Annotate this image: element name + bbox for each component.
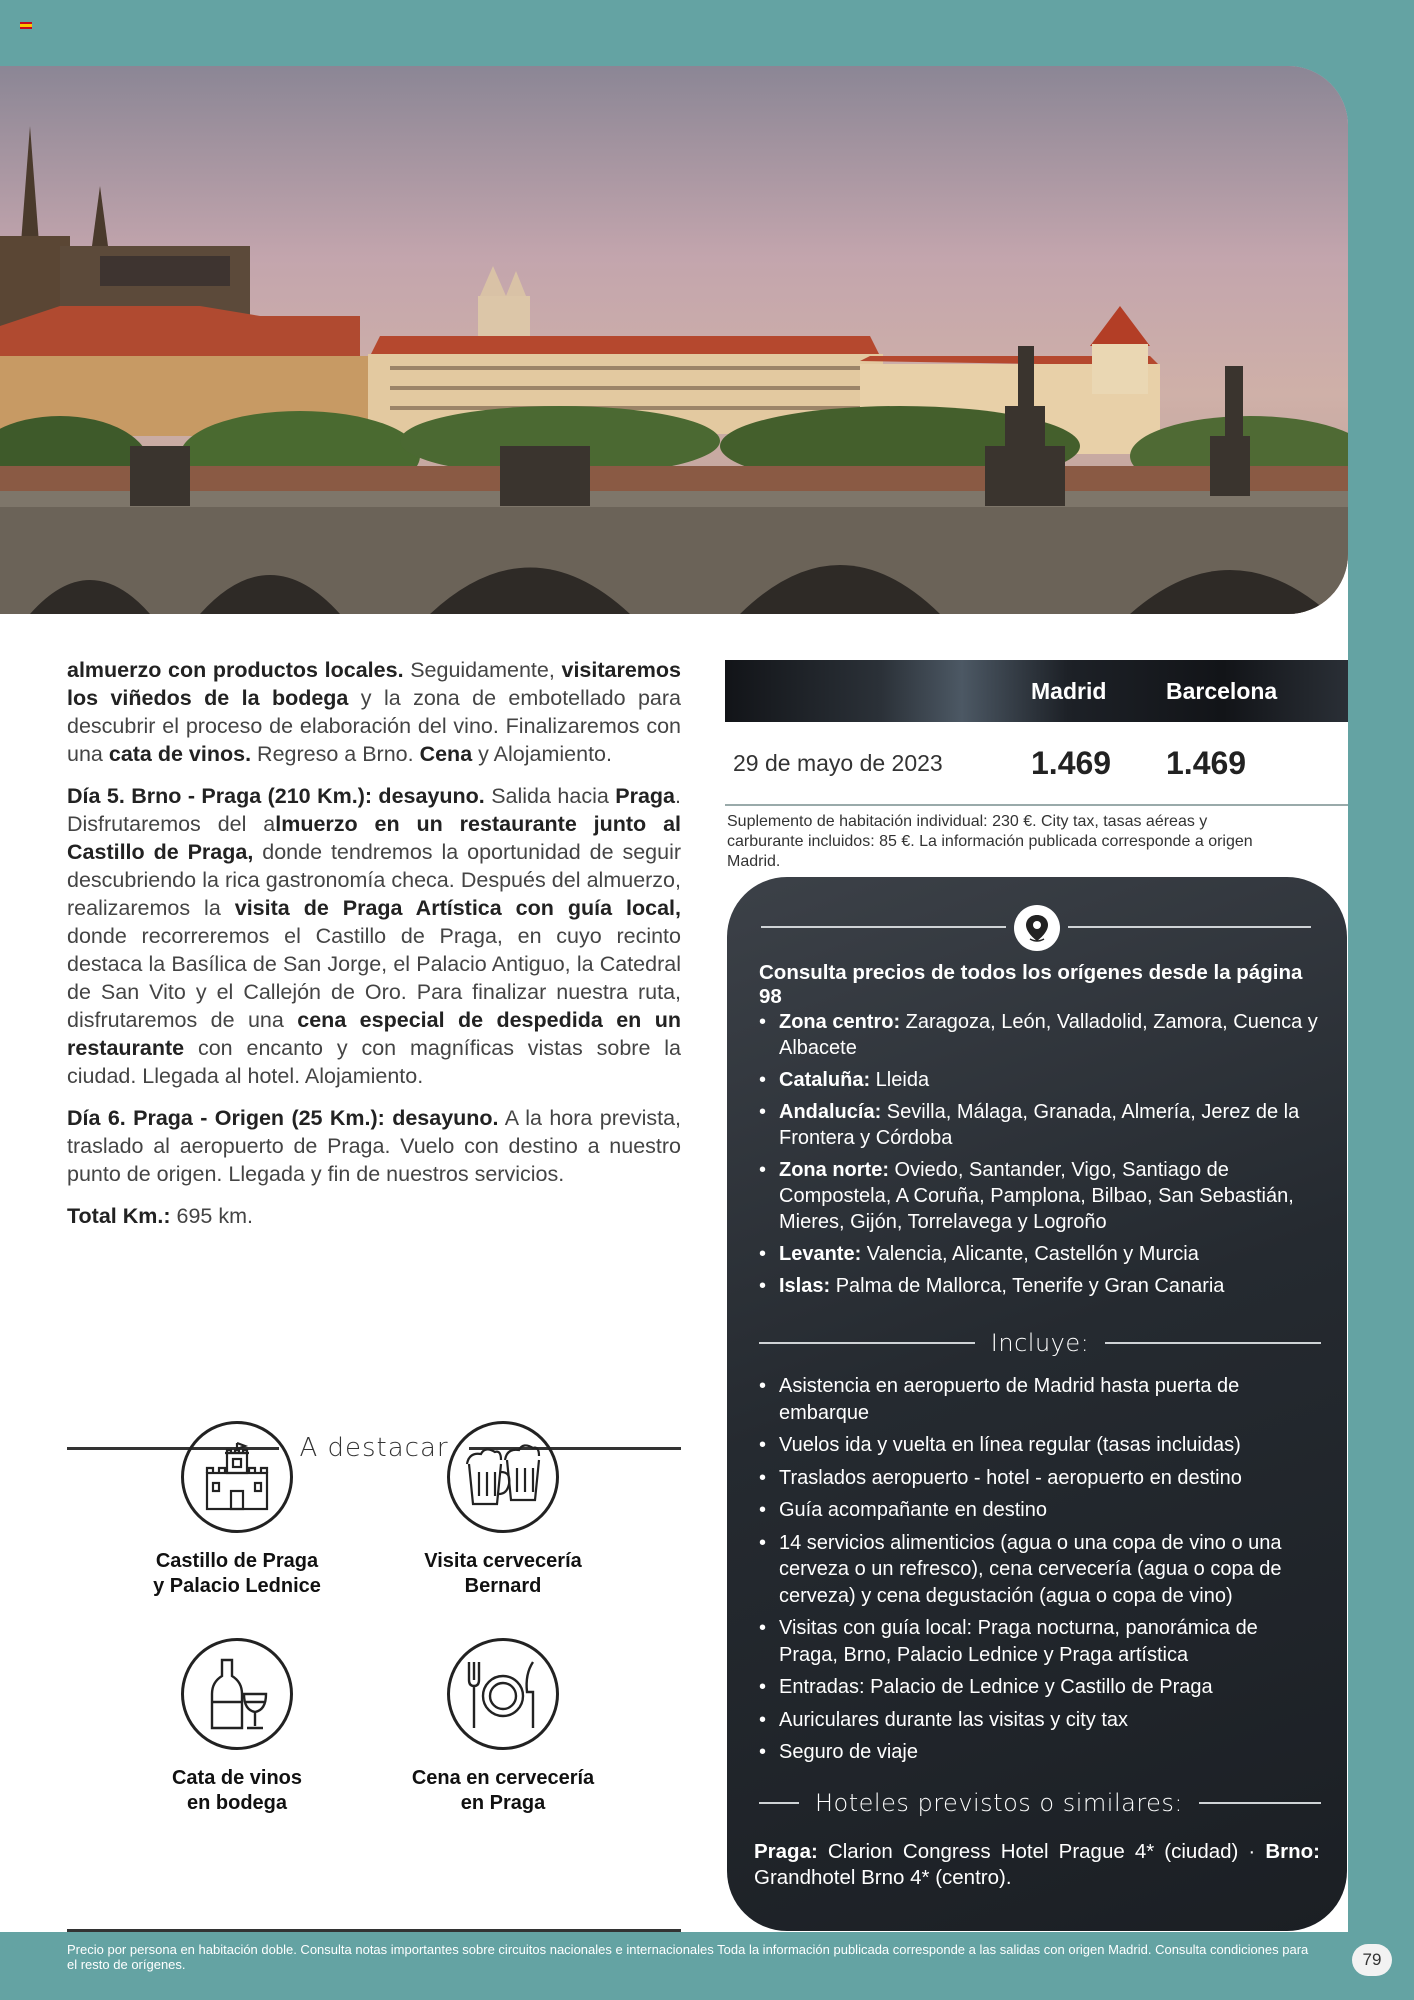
highlight-wine	[112, 1638, 362, 1816]
zona-cities: Palma de Mallorca, Tenerife y Gran Canaria	[830, 1275, 1225, 1297]
zona-item	[759, 1241, 1321, 1267]
text-run: donde tendremos la oportunidad de seguir descubriendo la rica gastronomía checa. Después del almuerzo, realizaremos la	[67, 840, 682, 920]
text-run: y la zona de embotellado para descubrir el proceso de elaboración del vino. Finalizaremos con una	[67, 686, 681, 766]
highlight-beer-label: Visita cervecería Bernard	[424, 1550, 582, 1597]
left-bottom-divider	[67, 1929, 681, 1932]
itinerary-paragraph-day5	[67, 782, 681, 1090]
page-number: 79	[1352, 1944, 1392, 1976]
info-panel	[727, 877, 1347, 1931]
zona-name: Zona norte:	[779, 1159, 889, 1181]
incluye-item: • Vuelos ida y vuelta en línea regular (tasas incluidas)	[759, 1432, 1321, 1459]
hoteles-title: Hoteles previstos o similares:	[815, 1789, 1184, 1817]
text-run: . Disfrutaremos del a	[67, 784, 681, 836]
itinerary-paragraph-day6	[67, 1104, 681, 1188]
incluye-item: • Entradas: Palacio de Lednice y Castillo de Praga	[759, 1674, 1321, 1701]
location-pin-icon	[1014, 905, 1060, 951]
zona-cities: Oviedo, Santander, Vigo, Santiago de Compostela, A Coruña, Pamplona, Bilbao, San Sebastián, Mieres, Gijón, Torrelavega y Logroño	[779, 1159, 1294, 1233]
departure-date: 29 de mayo de 2023	[733, 749, 943, 776]
zona-cities: Lleida	[870, 1069, 930, 1091]
wine-bottle-glass-icon	[181, 1638, 293, 1750]
text-run: donde recorreremos el Castillo de Praga, en cuyo recinto destaca la Basílica de San Jorge, el Palacio Antiguo, la Catedral de San Vito y el Callejón de Oro. Para finalizar nuestra ruta, disfrutaremos de una	[67, 924, 681, 1032]
col-madrid: Madrid	[1031, 677, 1107, 704]
text-run: cena especial de despedida en un restaurante	[67, 1008, 681, 1060]
price-table	[725, 660, 1348, 806]
text-run: Día 6. Praga - Origen (25 Km.): desayuno.	[67, 1106, 499, 1130]
text-run: Salida hacia	[484, 784, 616, 808]
zona-item	[759, 1099, 1321, 1151]
zonas-list	[759, 1009, 1321, 1305]
text-run: Praga	[615, 784, 675, 808]
incluye-item: • Auriculares durante las visitas y city tax	[759, 1707, 1321, 1734]
incluye-item: • Visitas con guía local: Praga nocturna, panorámica de Praga, Brno, Palacio Lednice y Praga artística	[759, 1615, 1321, 1668]
zona-item	[759, 1067, 1321, 1093]
text-run: Regreso a Brno.	[251, 742, 420, 766]
incluye-title: Incluye:	[990, 1329, 1090, 1357]
panel-top-divider	[761, 905, 1311, 949]
itinerary-paragraph-day4	[67, 656, 681, 768]
zona-item	[759, 1273, 1321, 1299]
total-km	[67, 1202, 681, 1230]
zona-item	[759, 1009, 1321, 1061]
footer-note: Precio por persona en habitación doble. Consulta notas importantes sobre circuitos nacionales e internacionales Toda la información publicada corresponde a las salidas con origen Madrid. Consulta condiciones para el resto de orígenes.	[67, 1942, 1309, 1972]
hoteles-heading	[759, 1789, 1321, 1817]
price-barcelona: 1.469	[1166, 744, 1247, 781]
text-run: con encanto y con magníficas vistas sobre la ciudad. Llegada al hotel. Alojamiento.	[67, 1036, 681, 1088]
text-run: Clarion Congress Hotel Prague 4* (ciudad) ·	[817, 1840, 1266, 1863]
text-run: Grandhotel Brno 4* (centro).	[754, 1866, 1012, 1889]
zona-name: Zona centro:	[779, 1011, 901, 1033]
highlight-castle-label: Castillo de Praga y Palacio Lednice	[153, 1550, 321, 1597]
incluye-item: • Seguro de viaje	[759, 1739, 1321, 1766]
incluye-item: • Traslados aeropuerto - hotel - aeropuerto en destino	[759, 1465, 1321, 1492]
highlight-beer	[378, 1421, 628, 1599]
text-run: almuerzo con productos locales.	[67, 658, 404, 682]
incluye-heading	[759, 1329, 1321, 1357]
zona-name: Islas:	[779, 1275, 831, 1297]
highlight-castle	[112, 1421, 362, 1599]
text-run: A la hora prevista, traslado al aeropuerto de Praga. Vuelo con destino a nuestro punto de origen. Llegada y fin de nuestros servicios.	[67, 1106, 681, 1186]
itinerary-text	[67, 656, 681, 1244]
col-barcelona: Barcelona	[1166, 677, 1278, 704]
text-run: visita de Praga Artística con guía local,	[234, 896, 682, 920]
text-run: lmuerzo en un restaurante junto al Castillo de Praga,	[67, 812, 681, 864]
plate-cutlery-icon	[447, 1638, 559, 1750]
price-table-header	[725, 660, 1348, 722]
zona-item	[759, 1157, 1321, 1235]
highlight-dinner	[378, 1638, 628, 1816]
text-run: Día 5. Brno - Praga (210 Km.): desayuno.	[67, 784, 485, 808]
castle-icon	[181, 1421, 293, 1533]
highlight-dinner-label: Cena en cervecería en Praga	[411, 1767, 595, 1814]
destacar-title: A destacar	[299, 1433, 449, 1463]
zona-name: Cataluña:	[779, 1069, 871, 1091]
total-km-label: Total Km.:	[67, 1204, 171, 1228]
zona-name: Andalucía:	[779, 1101, 882, 1123]
total-km-value: 695 km.	[170, 1204, 253, 1228]
beer-mugs-icon	[447, 1421, 559, 1533]
text-run: y Alojamiento.	[472, 742, 612, 766]
price-row	[725, 722, 1348, 806]
text-run: Seguidamente,	[403, 658, 562, 682]
highlight-wine-label: Cata de vinos en bodega	[171, 1767, 303, 1814]
spain-flag-icon	[20, 22, 32, 29]
zona-cities: Sevilla, Málaga, Granada, Almería, Jerez de la Frontera y Córdoba	[779, 1101, 1300, 1149]
consulta-text: Consulta precios de todos los orígenes desde la página 98	[759, 961, 1303, 1008]
text-run: Cena	[419, 742, 473, 766]
zona-cities: Zaragoza, León, Valladolid, Zamora, Cuenca y Albacete	[779, 1011, 1318, 1059]
hoteles-text	[754, 1839, 1320, 1891]
suplemento-note: Suplemento de habitación individual: 230 €. City tax, tasas aéreas y carburante incluidos: 85 €. La información publicada corresponde a origen Madrid.	[727, 813, 1253, 870]
text-run: Praga:	[754, 1840, 818, 1863]
incluye-item: • Asistencia en aeropuerto de Madrid hasta puerta de embarque	[759, 1373, 1321, 1426]
zona-name: Levante:	[779, 1243, 862, 1265]
incluye-item: • 14 servicios alimenticios (agua o una copa de vino o una cerveza o un refresco), cena cervecería (agua o copa de cerveza) y cena degustación (agua o copa de vino)	[759, 1530, 1321, 1610]
incluye-item: • Guía acompañante en destino	[759, 1497, 1321, 1524]
zona-cities: Valencia, Alicante, Castellón y Murcia	[861, 1243, 1199, 1265]
text-run: visitaremos los viñedos de la bodega	[67, 658, 681, 710]
hero-photo-prague	[0, 66, 1348, 614]
prague-skyline-illustration	[0, 66, 1348, 614]
price-madrid: 1.469	[1031, 744, 1112, 781]
text-run: Brno:	[1265, 1840, 1320, 1863]
incluye-list	[759, 1373, 1321, 1772]
text-run: cata de vinos.	[108, 742, 252, 766]
